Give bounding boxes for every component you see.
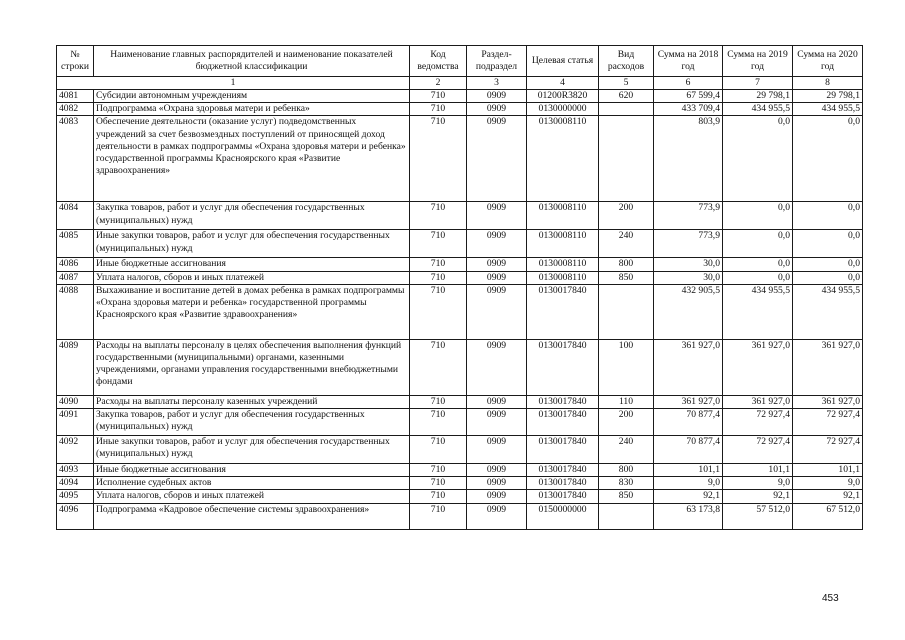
- row-sum-2020: 361 927,0: [793, 339, 863, 395]
- row-number: 4091: [57, 409, 94, 436]
- row-sum-2019: 434 955,5: [723, 103, 793, 116]
- row-sum-2020: 434 955,5: [793, 284, 863, 339]
- row-sum-2019: 72 927,4: [723, 409, 793, 436]
- row-sum-2019: 0,0: [723, 271, 793, 284]
- column-number: 6: [654, 77, 723, 90]
- row-section: 0909: [467, 395, 527, 408]
- row-section: 0909: [467, 103, 527, 116]
- row-target: 0130008110: [527, 258, 599, 271]
- header-row: [57, 46, 863, 77]
- row-section: 0909: [467, 339, 527, 395]
- row-name: Иные закупки товаров, работ и услуг для обеспечения государственных (муниципальных) нужд: [94, 230, 410, 258]
- row-name: Уплата налогов, сборов и иных платежей: [94, 271, 410, 284]
- row-name: Исполнение судебных актов: [94, 477, 410, 490]
- row-number: 4096: [57, 503, 94, 529]
- row-sum-2018: 30,0: [654, 271, 723, 284]
- row-sum-2020: 29 798,1: [793, 90, 863, 103]
- row-target: 0130008110: [527, 230, 599, 258]
- row-number: 4082: [57, 103, 94, 116]
- row-sum-2020: 92,1: [793, 490, 863, 503]
- row-section: 0909: [467, 477, 527, 490]
- row-section: 0909: [467, 258, 527, 271]
- row-sum-2018: 361 927,0: [654, 339, 723, 395]
- row-target: 0130000000: [527, 103, 599, 116]
- row-sum-2018: 361 927,0: [654, 395, 723, 408]
- row-sum-2020: 434 955,5: [793, 103, 863, 116]
- row-sum-2019: 72 927,4: [723, 436, 793, 464]
- row-exp-type: 800: [599, 464, 654, 477]
- row-name: Подпрограмма «Кадровое обеспечение системы здравоохранения»: [94, 503, 410, 529]
- row-dept-code: 710: [410, 477, 467, 490]
- row-target: 0150000000: [527, 503, 599, 529]
- table-row: [57, 464, 863, 477]
- column-number-row: [57, 77, 863, 90]
- column-number: 7: [723, 77, 793, 90]
- row-sum-2020: 9,0: [793, 477, 863, 490]
- row-dept-code: 710: [410, 90, 467, 103]
- row-sum-2019: 57 512,0: [723, 503, 793, 529]
- table-row: [57, 490, 863, 503]
- page-number: 453: [822, 593, 839, 604]
- row-target: 0130008110: [527, 202, 599, 230]
- row-exp-type: [599, 103, 654, 116]
- table-row: [57, 395, 863, 408]
- row-dept-code: 710: [410, 490, 467, 503]
- row-sum-2018: 773,9: [654, 202, 723, 230]
- table-row: [57, 103, 863, 116]
- row-sum-2018: 30,0: [654, 258, 723, 271]
- row-number: 4087: [57, 271, 94, 284]
- table-row: [57, 436, 863, 464]
- row-sum-2020: 72 927,4: [793, 409, 863, 436]
- row-sum-2020: 101,1: [793, 464, 863, 477]
- budget-table: [56, 45, 863, 530]
- row-dept-code: 710: [410, 103, 467, 116]
- row-number: 4093: [57, 464, 94, 477]
- row-sum-2018: 803,9: [654, 116, 723, 202]
- row-dept-code: 710: [410, 409, 467, 436]
- row-name: Расходы на выплаты персоналу в целях обеспечения выполнения функций государственными (муниципальными) органами, казенными учреждениями, органами управления государственными внебюджетными фондами: [94, 339, 410, 395]
- table-row: [57, 116, 863, 202]
- row-exp-type: 110: [599, 395, 654, 408]
- row-number: 4086: [57, 258, 94, 271]
- row-sum-2018: 92,1: [654, 490, 723, 503]
- row-number: 4090: [57, 395, 94, 408]
- row-section: 0909: [467, 90, 527, 103]
- row-sum-2020: 0,0: [793, 230, 863, 258]
- row-dept-code: 710: [410, 284, 467, 339]
- table-row: [57, 477, 863, 490]
- row-sum-2020: 0,0: [793, 116, 863, 202]
- row-exp-type: 200: [599, 202, 654, 230]
- row-exp-type: 850: [599, 271, 654, 284]
- row-sum-2018: 9,0: [654, 477, 723, 490]
- row-exp-type: [599, 503, 654, 529]
- row-target: 0130017840: [527, 477, 599, 490]
- row-section: 0909: [467, 230, 527, 258]
- row-exp-type: 100: [599, 339, 654, 395]
- row-exp-type: 800: [599, 258, 654, 271]
- row-sum-2018: 101,1: [654, 464, 723, 477]
- row-target: 0130017840: [527, 395, 599, 408]
- header-dept-code: Код ведомства: [410, 46, 467, 77]
- row-sum-2018: 70 877,4: [654, 409, 723, 436]
- row-exp-type: [599, 116, 654, 202]
- row-sum-2020: 72 927,4: [793, 436, 863, 464]
- row-section: 0909: [467, 116, 527, 202]
- row-sum-2020: 0,0: [793, 258, 863, 271]
- row-dept-code: 710: [410, 258, 467, 271]
- row-number: 4089: [57, 339, 94, 395]
- table-row: [57, 284, 863, 339]
- row-name: Закупка товаров, работ и услуг для обеспечения государственных (муниципальных) нужд: [94, 409, 410, 436]
- row-dept-code: 710: [410, 339, 467, 395]
- row-target: 0130008110: [527, 116, 599, 202]
- row-target: 01200R3820: [527, 90, 599, 103]
- row-exp-type: [599, 284, 654, 339]
- table-row: [57, 202, 863, 230]
- row-dept-code: 710: [410, 202, 467, 230]
- row-target: 0130017840: [527, 436, 599, 464]
- row-sum-2018: 67 599,4: [654, 90, 723, 103]
- column-number: 2: [410, 77, 467, 90]
- row-number: 4085: [57, 230, 94, 258]
- row-sum-2019: 9,0: [723, 477, 793, 490]
- row-dept-code: 710: [410, 116, 467, 202]
- row-dept-code: 710: [410, 230, 467, 258]
- row-number: 4084: [57, 202, 94, 230]
- column-number: 1: [57, 77, 410, 90]
- row-name: Обеспечение деятельности (оказание услуг) подведомственных учреждений за счет безвозмездных поступлений от приносящей доход деятельности в рамках подпрограммы «Охрана здоровья матери и ребенка» государственной программы Красноярского края «Развитие здравоохранения»: [94, 116, 410, 202]
- header-section: Раздел-подраздел: [467, 46, 527, 77]
- row-sum-2019: 361 927,0: [723, 339, 793, 395]
- row-target: 0130017840: [527, 284, 599, 339]
- row-target: 0130017840: [527, 490, 599, 503]
- row-sum-2018: 773,9: [654, 230, 723, 258]
- row-sum-2020: 361 927,0: [793, 395, 863, 408]
- row-name: Иные закупки товаров, работ и услуг для обеспечения государственных (муниципальных) нужд: [94, 436, 410, 464]
- row-dept-code: 710: [410, 464, 467, 477]
- row-section: 0909: [467, 409, 527, 436]
- row-name: Иные бюджетные ассигнования: [94, 464, 410, 477]
- column-number: 5: [599, 77, 654, 90]
- header-sum-2019: Сумма на 2019 год: [723, 46, 793, 77]
- column-number: 3: [467, 77, 527, 90]
- row-number: 4088: [57, 284, 94, 339]
- row-name: Закупка товаров, работ и услуг для обеспечения государственных (муниципальных) нужд: [94, 202, 410, 230]
- row-exp-type: 850: [599, 490, 654, 503]
- row-target: 0130017840: [527, 339, 599, 395]
- row-section: 0909: [467, 436, 527, 464]
- row-section: 0909: [467, 202, 527, 230]
- row-sum-2019: 0,0: [723, 202, 793, 230]
- row-sum-2018: 63 173,8: [654, 503, 723, 529]
- row-sum-2019: 0,0: [723, 258, 793, 271]
- row-section: 0909: [467, 284, 527, 339]
- column-number: 8: [793, 77, 863, 90]
- row-number: 4083: [57, 116, 94, 202]
- header-sum-2018: Сумма на 2018 год: [654, 46, 723, 77]
- row-target: 0130017840: [527, 464, 599, 477]
- table-row: [57, 90, 863, 103]
- row-name: Иные бюджетные ассигнования: [94, 258, 410, 271]
- row-number: 4092: [57, 436, 94, 464]
- row-section: 0909: [467, 464, 527, 477]
- row-sum-2019: 92,1: [723, 490, 793, 503]
- row-sum-2019: 0,0: [723, 116, 793, 202]
- row-number: 4094: [57, 477, 94, 490]
- row-target: 0130008110: [527, 271, 599, 284]
- row-sum-2020: 0,0: [793, 271, 863, 284]
- row-exp-type: 240: [599, 230, 654, 258]
- row-dept-code: 710: [410, 271, 467, 284]
- row-section: 0909: [467, 271, 527, 284]
- row-sum-2019: 361 927,0: [723, 395, 793, 408]
- header-row-no: № строки: [57, 46, 94, 77]
- table-row: [57, 230, 863, 258]
- row-dept-code: 710: [410, 503, 467, 529]
- row-exp-type: 240: [599, 436, 654, 464]
- row-name: Расходы на выплаты персоналу казенных учреждений: [94, 395, 410, 408]
- table-row: [57, 271, 863, 284]
- table-row: [57, 503, 863, 529]
- row-name: Уплата налогов, сборов и иных платежей: [94, 490, 410, 503]
- table-row: [57, 258, 863, 271]
- column-number: 4: [527, 77, 599, 90]
- row-sum-2018: 70 877,4: [654, 436, 723, 464]
- row-sum-2019: 0,0: [723, 230, 793, 258]
- row-sum-2020: 0,0: [793, 202, 863, 230]
- row-name: Субсидии автономным учреждениям: [94, 90, 410, 103]
- row-dept-code: 710: [410, 436, 467, 464]
- row-dept-code: 710: [410, 395, 467, 408]
- table-row: [57, 409, 863, 436]
- row-section: 0909: [467, 490, 527, 503]
- table-row: [57, 339, 863, 395]
- row-sum-2018: 432 905,5: [654, 284, 723, 339]
- header-exp-type: Вид расходов: [599, 46, 654, 77]
- row-sum-2019: 434 955,5: [723, 284, 793, 339]
- row-sum-2019: 101,1: [723, 464, 793, 477]
- row-target: 0130017840: [527, 409, 599, 436]
- row-number: 4081: [57, 90, 94, 103]
- row-number: 4095: [57, 490, 94, 503]
- header-target: Целевая статья: [527, 46, 599, 77]
- header-name: Наименование главных распорядителей и наименование показателей бюджетной классификации: [94, 46, 410, 77]
- row-exp-type: 830: [599, 477, 654, 490]
- row-sum-2018: 433 709,4: [654, 103, 723, 116]
- header-sum-2020: Сумма на 2020 год: [793, 46, 863, 77]
- row-exp-type: 200: [599, 409, 654, 436]
- row-section: 0909: [467, 503, 527, 529]
- row-name: Выхаживание и воспитание детей в домах ребенка в рамках подпрограммы «Охрана здоровья матери и ребенка» государственной программы Красноярского края «Развитие здравоохранения»: [94, 284, 410, 339]
- row-exp-type: 620: [599, 90, 654, 103]
- row-sum-2019: 29 798,1: [723, 90, 793, 103]
- row-sum-2020: 67 512,0: [793, 503, 863, 529]
- row-name: Подпрограмма «Охрана здоровья матери и ребенка»: [94, 103, 410, 116]
